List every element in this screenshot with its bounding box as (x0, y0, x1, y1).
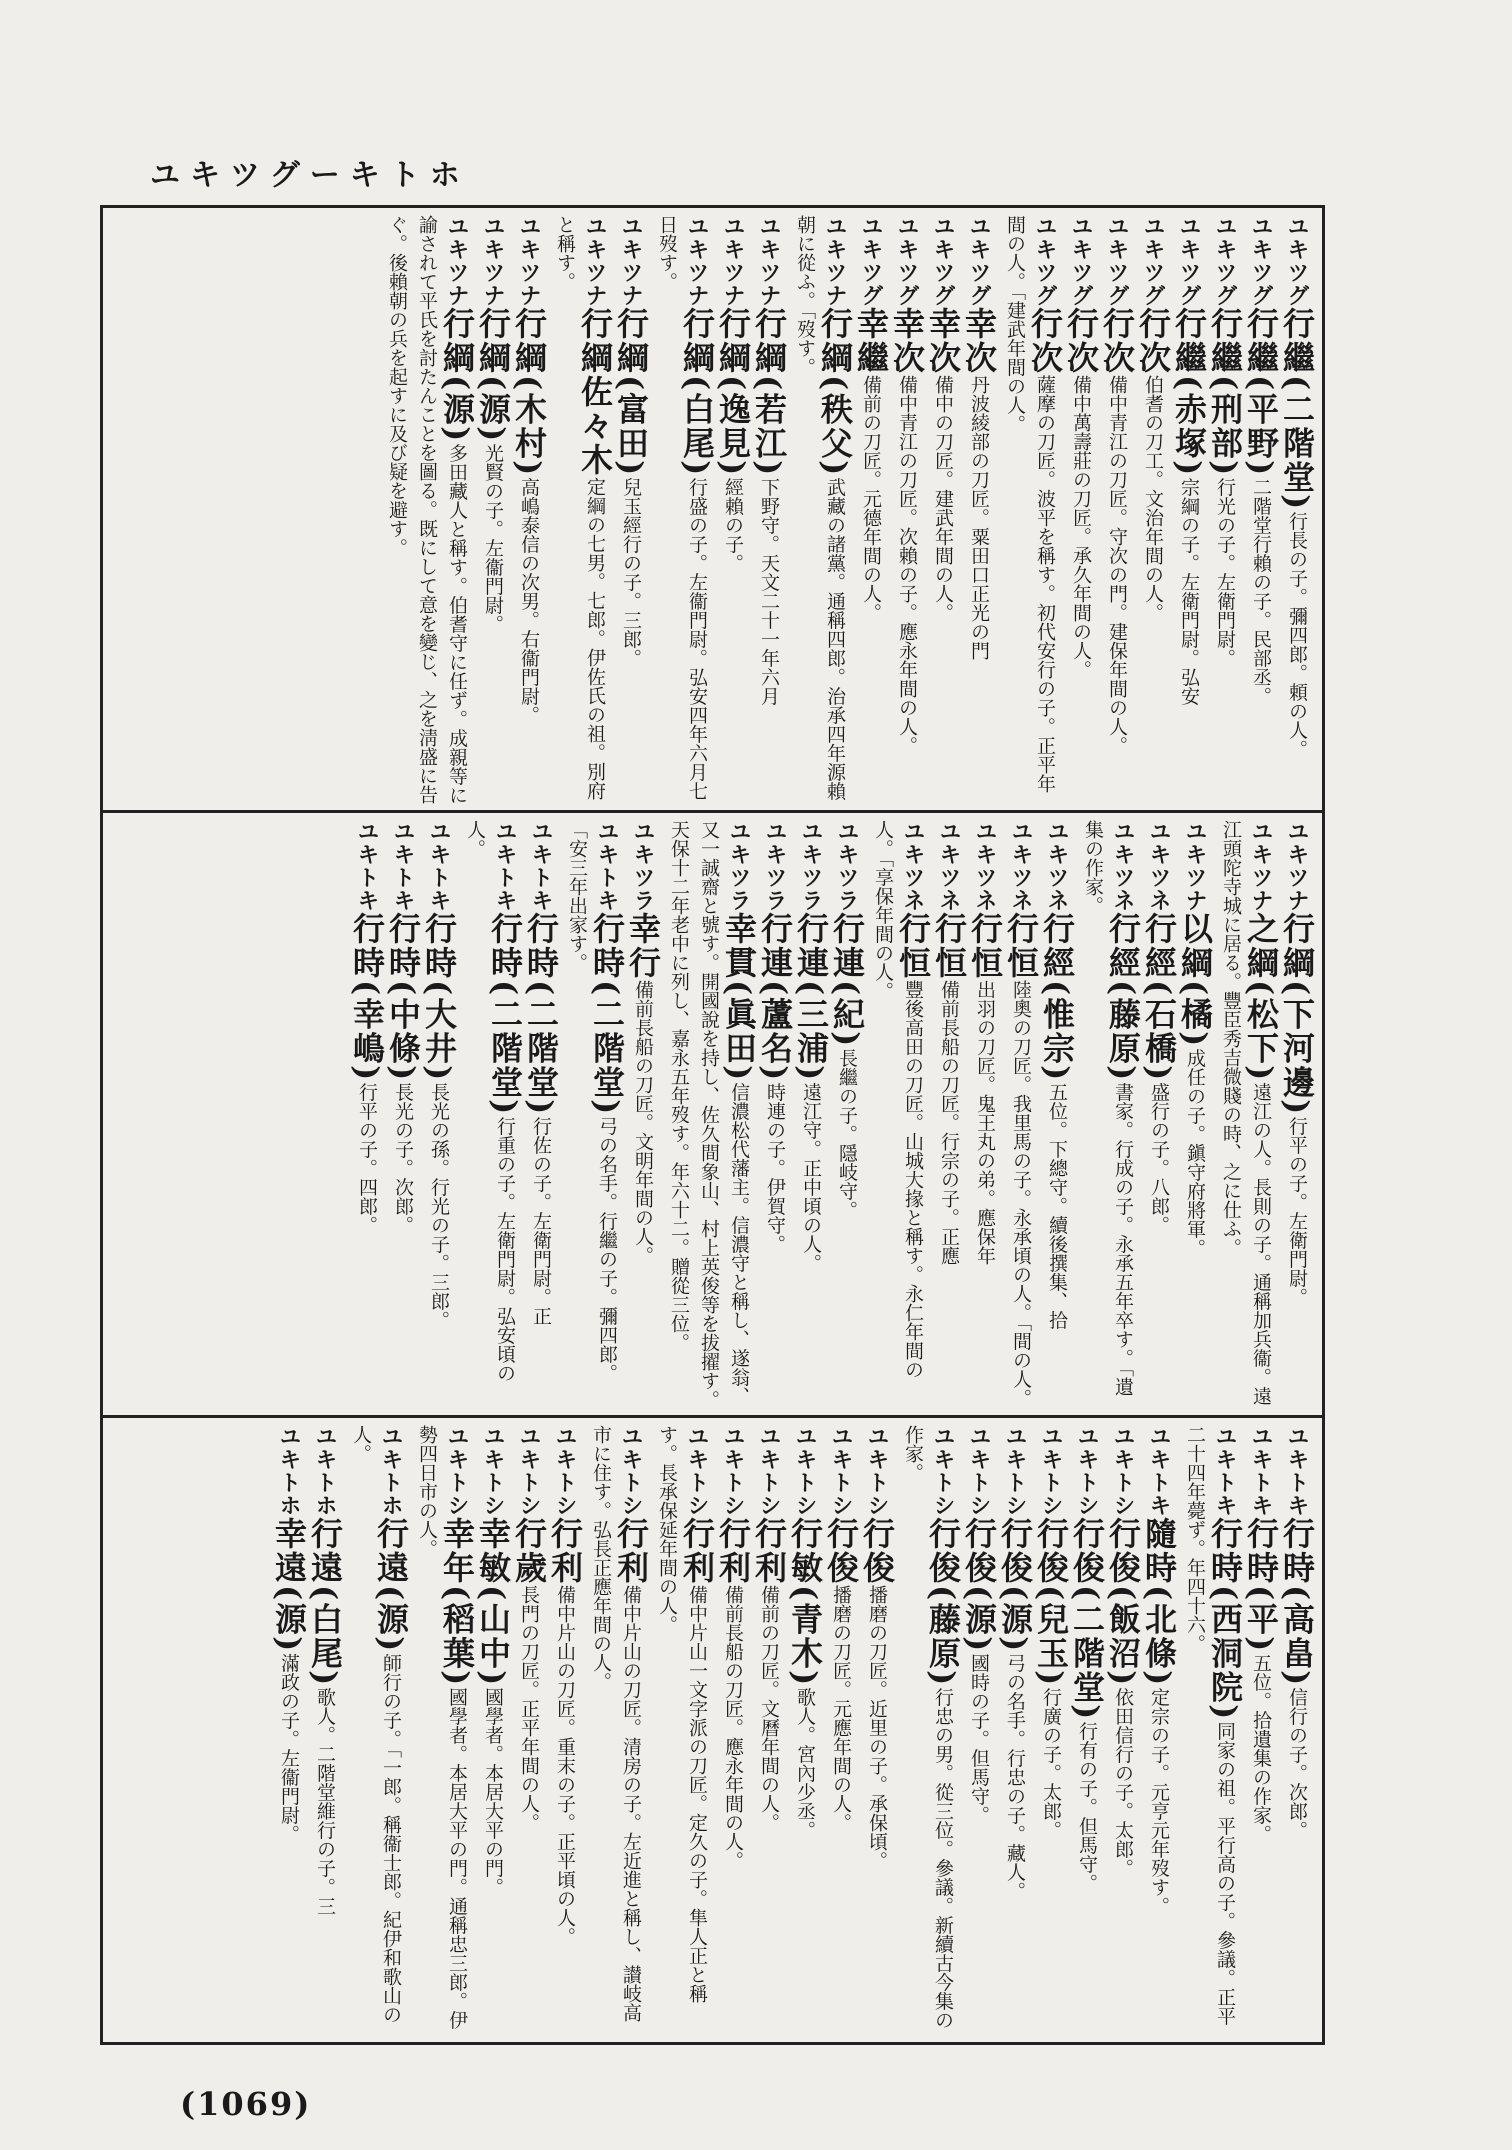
dictionary-entry (822, 1425, 860, 2040)
dictionary-entry (1000, 215, 1064, 805)
entry-description: 宗綱の子。左衛門尉。弘安 (1178, 477, 1200, 706)
entry-name: 幸貫(眞田) (720, 912, 758, 1083)
entry-reading: ユキツラ (726, 820, 752, 912)
entry-name: 行利 (612, 1517, 650, 1585)
entry-name: 幸年(稻葉) (438, 1517, 476, 1688)
entry-description: 定綱の七男。七郎。伊佐氏の祖。別府と稱す。 (554, 215, 606, 800)
entry-name: 行利 (750, 1517, 788, 1585)
entry-name: 行綱(逸見) (714, 307, 752, 478)
dictionary-entry (1104, 1425, 1142, 2040)
entry-name: 行綱(源) (438, 307, 476, 444)
entry-reading: ユキツナ (516, 215, 542, 307)
entry-reading: ユキトシ (552, 1425, 578, 1517)
entry-reading: ユキトキ (1284, 1425, 1310, 1517)
dictionary-entry (714, 1425, 752, 2040)
entry-description: 備前長船の刀匠。文明年間の人。 (632, 980, 654, 1265)
entry-reading: ユキトシ (618, 1425, 644, 1517)
entry-name: 行綱佐々木 (576, 307, 614, 477)
entry-description: 歌人。宮內少丞。 (794, 1687, 816, 1840)
entry-name: 行經(惟宗) (1038, 912, 1076, 1083)
entry-name: 行連(蘆名) (756, 912, 794, 1083)
entry-reading: ユキトキ (1212, 1425, 1238, 1517)
entry-reading: ユキトシ (1038, 1425, 1064, 1517)
entry-description: 丹波綾部の刀匠。粟田口正光の門 (968, 375, 990, 660)
entry-name: 行連(紀) (828, 912, 866, 1049)
entry-name: 行連(三浦) (792, 912, 830, 1083)
entry-name: 幸繼 (852, 307, 890, 375)
dictionary-entry (1242, 215, 1280, 805)
dictionary-entry (546, 1425, 584, 2040)
dictionary-entry (510, 215, 548, 805)
entry-name: 行敏(青木) (786, 1517, 824, 1688)
entry-reading: ユキツグ (1104, 215, 1130, 307)
entry-name: 行次 (1062, 307, 1100, 375)
entry-description: 經賴の子。 (722, 477, 744, 573)
entry-reading: ユキツナ (756, 215, 782, 307)
entry-name: 行俊(藤原) (924, 1517, 962, 1688)
entry-description: 遠江の人。長則の子。通稱加兵衞。遠江頭陀寺城に居る。豐臣秀吉微賤の時、之に仕ふ。 (1220, 820, 1272, 1406)
entry-name: 行遠(白尾) (306, 1517, 344, 1688)
dictionary-entry (1180, 1425, 1244, 2040)
entry-description: 弓の名手。行繼の子。彌四郎。「安三年出家す。 (566, 820, 618, 1383)
dictionary-entry (1278, 820, 1316, 1410)
dictionary-entry (1278, 1425, 1316, 2040)
dictionary-entry (960, 215, 998, 805)
entry-reading: ユキトシ (864, 1425, 890, 1517)
entry-name: 幸行 (624, 912, 662, 980)
entry-name: 幸次 (888, 307, 926, 375)
entry-reading: ユキツグ (1248, 215, 1274, 307)
entry-reading: ユキツグ (1068, 215, 1094, 307)
dictionary-entry (348, 820, 386, 1410)
dictionary-entry (562, 820, 626, 1410)
entry-reading: ユキツナ (1284, 820, 1310, 912)
dictionary-entry (924, 215, 962, 805)
entry-description: 行重の子。左衛門尉。弘安頃の人。 (464, 820, 516, 1383)
entry-name: 行俊 (822, 1517, 860, 1585)
entry-reading: ユキツナ (720, 215, 746, 307)
entry-reading: ユキトキ (594, 820, 620, 912)
entry-reading: ユキトホ (276, 1425, 302, 1517)
entry-description: 備中青江の刀匠。守次の門。建保年間の人。 (1106, 375, 1128, 755)
entries-band-middle (197, 820, 1316, 1410)
entry-description: 備前の刀匠。元德年間の人。 (860, 375, 882, 622)
entry-name: 行歲 (510, 1517, 548, 1585)
entry-description: 武藏の諸黨。通稱四郎。治承四年源賴朝に從ふ。「歿す。 (794, 215, 846, 801)
entry-description: 行平の子。左衛門尉。 (1286, 1116, 1308, 1307)
dictionary-entry (306, 1425, 344, 2040)
band-divider-2 (100, 1415, 1325, 1418)
dictionary-entry (888, 215, 926, 805)
dictionary-entry (1038, 820, 1076, 1410)
entry-reading: ユキツグ (894, 215, 920, 307)
dictionary-entry (868, 820, 932, 1410)
entry-description: 薩摩の刀匠。波平を稱す。初代安行の子。正平年間の人。「建武年間の人。 (1004, 215, 1056, 793)
entry-description: 伯耆の刀工。文治年間の人。 (1142, 375, 1164, 622)
dictionary-entry (960, 1425, 998, 2040)
entry-description: 光賢の子。左衞門尉。 (482, 443, 504, 634)
entry-description: 弓の名手。行忠の子。藏人。 (1004, 1653, 1026, 1901)
entry-description: 高嶋泰信の次男。右衞門尉。 (518, 477, 540, 725)
dictionary-entry (664, 820, 758, 1410)
entry-description: 備中青江の刀匠。次賴の子。應永年間の人。 (896, 375, 918, 755)
dictionary-entry (1062, 215, 1100, 805)
entry-name: 行時(幸嶋) (348, 912, 386, 1083)
entry-description: 行盛の子。左衞門尉。弘安四年六月七日歿す。 (656, 215, 708, 801)
entry-name: 以綱(橘) (1176, 912, 1214, 1049)
entry-description: 成任の子。鎭守府將軍。 (1184, 1048, 1206, 1258)
dictionary-entry (898, 1425, 962, 2040)
entry-name: 之綱(松下) (1242, 912, 1280, 1083)
dictionary-entry (790, 215, 854, 805)
dictionary-entry (996, 1425, 1034, 2040)
entry-description: 備前の刀匠。文曆年間の人。 (758, 1585, 780, 1832)
dictionary-entry (420, 820, 458, 1410)
dictionary-entry (930, 820, 968, 1410)
entry-name: 行繼(平野) (1242, 307, 1280, 478)
entry-name: 行時(二階堂) (522, 912, 560, 1117)
entry-description: 行有の子。但馬守。 (1076, 1721, 1098, 1893)
dictionary-entry (522, 820, 560, 1410)
entry-reading: ユキツネ (936, 820, 962, 912)
entry-name: 行經(石橋) (1140, 912, 1178, 1083)
entry-name: 幸遠(源) (270, 1517, 308, 1654)
entry-description: 長繼の子。隱岐守。 (836, 1048, 858, 1220)
dictionary-entry (792, 820, 830, 1410)
entry-reading: ユキツナ (822, 215, 848, 307)
entry-reading: ユキツグ (930, 215, 956, 307)
entry-name: 行利 (678, 1517, 716, 1585)
entry-description: 備中片山一文字派の刀匠。定久の子。隼人正と稱す。長承保延年間の人。 (656, 1425, 708, 2003)
entry-name: 行遠(源) (372, 1517, 410, 1654)
dictionary-entry (858, 1425, 896, 2040)
entry-reading: ユキトシ (1110, 1425, 1136, 1517)
entry-name: 行恒 (1002, 912, 1040, 980)
entry-reading: ユキトシ (684, 1425, 710, 1517)
dictionary-entry (828, 820, 866, 1410)
entry-name: 行利 (546, 1517, 584, 1585)
dictionary-entry (1242, 1425, 1280, 2040)
entry-description: 備中片山の刀匠。重末の子。正平頃の人。 (554, 1585, 576, 1946)
dictionary-entry (714, 215, 752, 805)
entry-name: 行俊(飯沼) (1104, 1517, 1142, 1688)
dictionary-entry (1140, 820, 1178, 1410)
entries-band-upper (197, 215, 1316, 805)
entry-reading: ユキツグ (1032, 215, 1058, 307)
entry-description: 定宗の子。元亨元年歿す。 (1148, 1687, 1170, 1916)
entry-name: 行綱(下河邊) (1278, 912, 1316, 1117)
entry-description: 備中の刀匠。建武年間の人。 (932, 375, 954, 622)
entry-reading: ユキトキ (354, 820, 380, 912)
dictionary-entry (412, 1425, 476, 2040)
dictionary-entry (652, 215, 716, 805)
dictionary-entry (750, 1425, 788, 2040)
entry-name: 行次 (1026, 307, 1064, 375)
entry-reading: ユキトシ (1002, 1425, 1028, 1517)
entry-name: 行經(藤原) (1104, 912, 1142, 1083)
entry-description: 備中萬壽莊の刀匠。承久年間の人。 (1070, 375, 1092, 679)
entry-name: 行繼(赤塚) (1170, 307, 1208, 478)
dictionary-entry (652, 1425, 716, 2040)
entry-name: 行綱(若江) (750, 307, 788, 478)
entry-description: 滿政の子。左衞門尉。 (278, 1653, 300, 1844)
entry-name: 行綱(白尾) (678, 307, 716, 478)
entry-description: 時連の子。伊賀守。 (764, 1082, 786, 1254)
entry-description: 行平の子。四郎。 (356, 1082, 378, 1235)
entry-name: 幸敏(山中) (474, 1517, 512, 1688)
entry-name: 行綱(源) (474, 307, 512, 444)
entry-name: 行時(二階堂) (486, 912, 524, 1117)
entry-description: 國學者。本居大平の門。 (482, 1687, 504, 1897)
entry-name: 行次 (1134, 307, 1172, 375)
entry-reading: ユキトキ (492, 820, 518, 912)
entry-reading: ユキツグ (1284, 215, 1310, 307)
dictionary-entry (460, 820, 524, 1410)
entry-reading: ユキトシ (444, 1425, 470, 1517)
dictionary-entry (756, 820, 794, 1410)
entry-name: 行時(西洞院) (1206, 1517, 1244, 1722)
dictionary-entry (510, 1425, 548, 2040)
entry-name: 行俊 (858, 1517, 896, 1585)
entry-reading: ユキトホ (378, 1425, 404, 1517)
entry-description: 備中片山の刀匠。清房の子。左近進と稱し、讃岐高市に住す。弘長正應年間の人。 (590, 1425, 642, 2022)
entry-reading: ユキツラ (834, 820, 860, 912)
entry-name: 行繼(刑部) (1206, 307, 1244, 478)
entry-reading: ユキツネ (1146, 820, 1172, 912)
dictionary-entry (346, 1425, 410, 2040)
entry-reading: ユキトシ (792, 1425, 818, 1517)
entry-reading: ユキトキ (426, 820, 452, 912)
running-head: ユキツグーキトホ (150, 158, 470, 193)
dictionary-entry (1170, 215, 1208, 805)
entry-reading: ユキツラ (798, 820, 824, 912)
entry-reading: ユキトシ (1074, 1425, 1100, 1517)
dictionary-entry (1134, 215, 1172, 805)
entry-name: 行時(中條) (384, 912, 422, 1083)
dictionary-entry (1002, 820, 1040, 1410)
entry-description: 長門の刀匠。正平年間の人。 (518, 1585, 540, 1832)
entry-reading: ユキツナ (618, 215, 644, 307)
dictionary-entry (612, 215, 650, 805)
entry-name: 行繼(二階堂) (1278, 307, 1316, 512)
entry-name: 行綱(富田) (612, 307, 650, 478)
entry-description: 師行の子。「一郎。稱衞士郎。紀伊和歌山の人。 (350, 1425, 402, 2024)
entry-description: 長光の孫。行光の子。三郎。 (428, 1082, 450, 1330)
entry-description: 信行の子。次郎。 (1286, 1687, 1308, 1840)
dictionary-entry (1078, 820, 1142, 1410)
page-number: (1069) (180, 2085, 312, 2123)
dictionary-entry (750, 215, 788, 805)
entry-name: 行俊(二階堂) (1068, 1517, 1106, 1722)
entry-description: 播磨の刀匠。元應年間の人。 (830, 1585, 852, 1832)
entry-name: 行時(平) (1242, 1517, 1280, 1654)
entry-description: 二階堂行賴の子。民部丞。 (1250, 477, 1272, 706)
entry-description: 書家。行成の子。永承五年卒す。「遺集の作家。 (1082, 820, 1134, 1396)
entry-description: 行廣の子。太郎。 (1040, 1687, 1062, 1840)
entry-description: 出羽の刀匠。鬼王丸の弟。應保年 (974, 980, 996, 1265)
entry-reading: ユキツナ (582, 215, 608, 307)
entry-reading: ユキツネ (900, 820, 926, 912)
entry-reading: ユキトホ (312, 1425, 338, 1517)
entry-reading: ユキツナ (684, 215, 710, 307)
entry-description: 國學者。本居大平の門。通稱忠三郎。伊勢四日市の人。 (416, 1425, 468, 2030)
entry-reading: ユキトシ (828, 1425, 854, 1517)
entry-reading: ユキツナ (444, 215, 470, 307)
dictionary-entry (1032, 1425, 1070, 2040)
dictionary-entry (474, 1425, 512, 2040)
entry-reading: ユキツナ (480, 215, 506, 307)
entry-reading: ユキツネ (1044, 820, 1070, 912)
entry-reading: ユキツグ (1140, 215, 1166, 307)
entry-description: 備前長船の刀匠。應永年間の人。 (722, 1585, 744, 1870)
entry-description: 陸奧の刀匠。我里馬の子。永承頃の人。「間の人。 (1010, 980, 1032, 1408)
entry-name: 行恒 (930, 912, 968, 980)
entry-reading: ユキトシ (720, 1425, 746, 1517)
entry-name: 隨時(北條) (1140, 1517, 1178, 1688)
entry-name: 行恒 (894, 912, 932, 980)
entry-reading: ユキツナ (1182, 820, 1208, 912)
entry-name: 行恒 (966, 912, 1004, 980)
entry-description: 信濃松代藩主。信濃守と稱し、遂翁、又一誠齋と號す。開國說を持し、佐久間象山、村上英俊等を拔擢す。天保十二年老中に列し、嘉永五年歿す。年六十二。贈從三位。 (668, 820, 750, 1409)
dictionary-entry (550, 215, 614, 805)
entry-description: 豐後高田の刀匠。山城大掾と稱す。永仁年間の人。「享保年間の人。 (872, 820, 924, 1379)
entry-description: 盛行の子。八郎。 (1148, 1082, 1170, 1235)
entry-reading: ユキツグ (966, 215, 992, 307)
dictionary-entry (270, 1425, 308, 2040)
dictionary-entry (1278, 215, 1316, 805)
entry-reading: ユキツラ (762, 820, 788, 912)
entry-reading: ユキトシ (756, 1425, 782, 1517)
entry-name: 行時(二階堂) (588, 912, 626, 1117)
entry-name: 行時(大井) (420, 912, 458, 1083)
entry-name: 行俊(兒玉) (1032, 1517, 1070, 1688)
entry-reading: ユキトキ (390, 820, 416, 912)
entry-description: 歌人。二階堂維行の子。三 (314, 1687, 336, 1916)
entry-name: 幸次 (924, 307, 962, 375)
entry-name: 行利 (714, 1517, 752, 1585)
entry-description: 行光の子。左衛門尉。 (1214, 477, 1236, 668)
entry-description: 國時の子。但馬守。 (968, 1653, 990, 1825)
dictionary-entry (1140, 1425, 1178, 2040)
entry-description: 行忠の男。從三位。參議。新續古今集の作家。 (902, 1425, 954, 2030)
dictionary-entry (852, 215, 890, 805)
dictionary-entry (382, 215, 476, 805)
dictionary-entry (384, 820, 422, 1410)
entry-description: 兒玉經行の子。三郎。 (620, 477, 642, 668)
entry-name: 行次 (1098, 307, 1136, 375)
entry-name: 行綱(木村) (510, 307, 548, 478)
entry-reading: ユキトキ (528, 820, 554, 912)
entry-name: 行綱(秩父) (816, 307, 854, 478)
entry-reading: ユキツグ (1212, 215, 1238, 307)
dictionary-entry (474, 215, 512, 805)
entry-name: 行時(高畠) (1278, 1517, 1316, 1688)
entry-description: 長光の子。次郎。 (392, 1082, 414, 1235)
entry-reading: ユキトシ (480, 1425, 506, 1517)
dictionary-entry (1206, 215, 1244, 805)
entry-reading: ユキトキ (1248, 1425, 1274, 1517)
dictionary-entry (624, 820, 662, 1410)
entries-band-lower (197, 1425, 1316, 2040)
entry-description: 備前長船の刀匠。行宗の子。正應 (938, 980, 960, 1265)
entry-reading: ユキツラ (630, 820, 656, 912)
dictionary-entry (786, 1425, 824, 2040)
entry-reading: ユキツネ (1110, 820, 1136, 912)
entry-description: 依田信行の子。太郎。 (1112, 1687, 1134, 1878)
entry-reading: ユキツネ (972, 820, 998, 912)
entry-description: 遠江守。正中頃の人。 (800, 1082, 822, 1273)
entry-name: 幸次 (960, 307, 998, 375)
entry-name: 行俊(源) (996, 1517, 1034, 1654)
entry-description: 五位。下總守。續後撰集、拾 (1046, 1082, 1068, 1330)
dictionary-entry (1216, 820, 1280, 1410)
entry-reading: ユキツグ (1176, 215, 1202, 307)
dictionary-entry (966, 820, 1004, 1410)
entry-description: 行長の子。彌四郎。頼の人。 (1286, 511, 1308, 759)
entry-reading: ユキトキ (1146, 1425, 1172, 1517)
entry-description: 下野守。天文二十一年六月 (758, 477, 780, 706)
entry-reading: ユキツネ (1008, 820, 1034, 912)
dictionary-entry (586, 1425, 650, 2040)
entry-description: 同家の祖。平行高の子。參議。正平二十四年薨ず。年四十六。 (1184, 1425, 1236, 2026)
entry-reading: ユキトシ (966, 1425, 992, 1517)
band-divider-1 (100, 810, 1325, 813)
entry-name: 行俊(源) (960, 1517, 998, 1654)
entry-reading: ユキトシ (930, 1425, 956, 1517)
dictionary-entry (1098, 215, 1136, 805)
dictionary-entry (1176, 820, 1214, 1410)
entry-reading: ユキトシ (516, 1425, 542, 1517)
entry-reading: ユキツナ (1248, 820, 1274, 912)
entry-description: 多田藏人と稱す。伯耆守に任ず。成親等に諭されて平氏を討たんことを圖る。既にして意を變じ、之を淸盛に告ぐ。後賴朝の兵を起すに及び疑を避す。 (386, 215, 468, 805)
entry-reading: ユキツグ (858, 215, 884, 307)
entry-description: 行佐の子。左衛門尉。正 (530, 1116, 552, 1326)
entry-description: 五位。拾遺集の作家。 (1250, 1653, 1272, 1844)
entry-description: 播磨の刀匠。近里の子。承保頃。 (866, 1585, 888, 1870)
dictionary-entry (1068, 1425, 1106, 2040)
